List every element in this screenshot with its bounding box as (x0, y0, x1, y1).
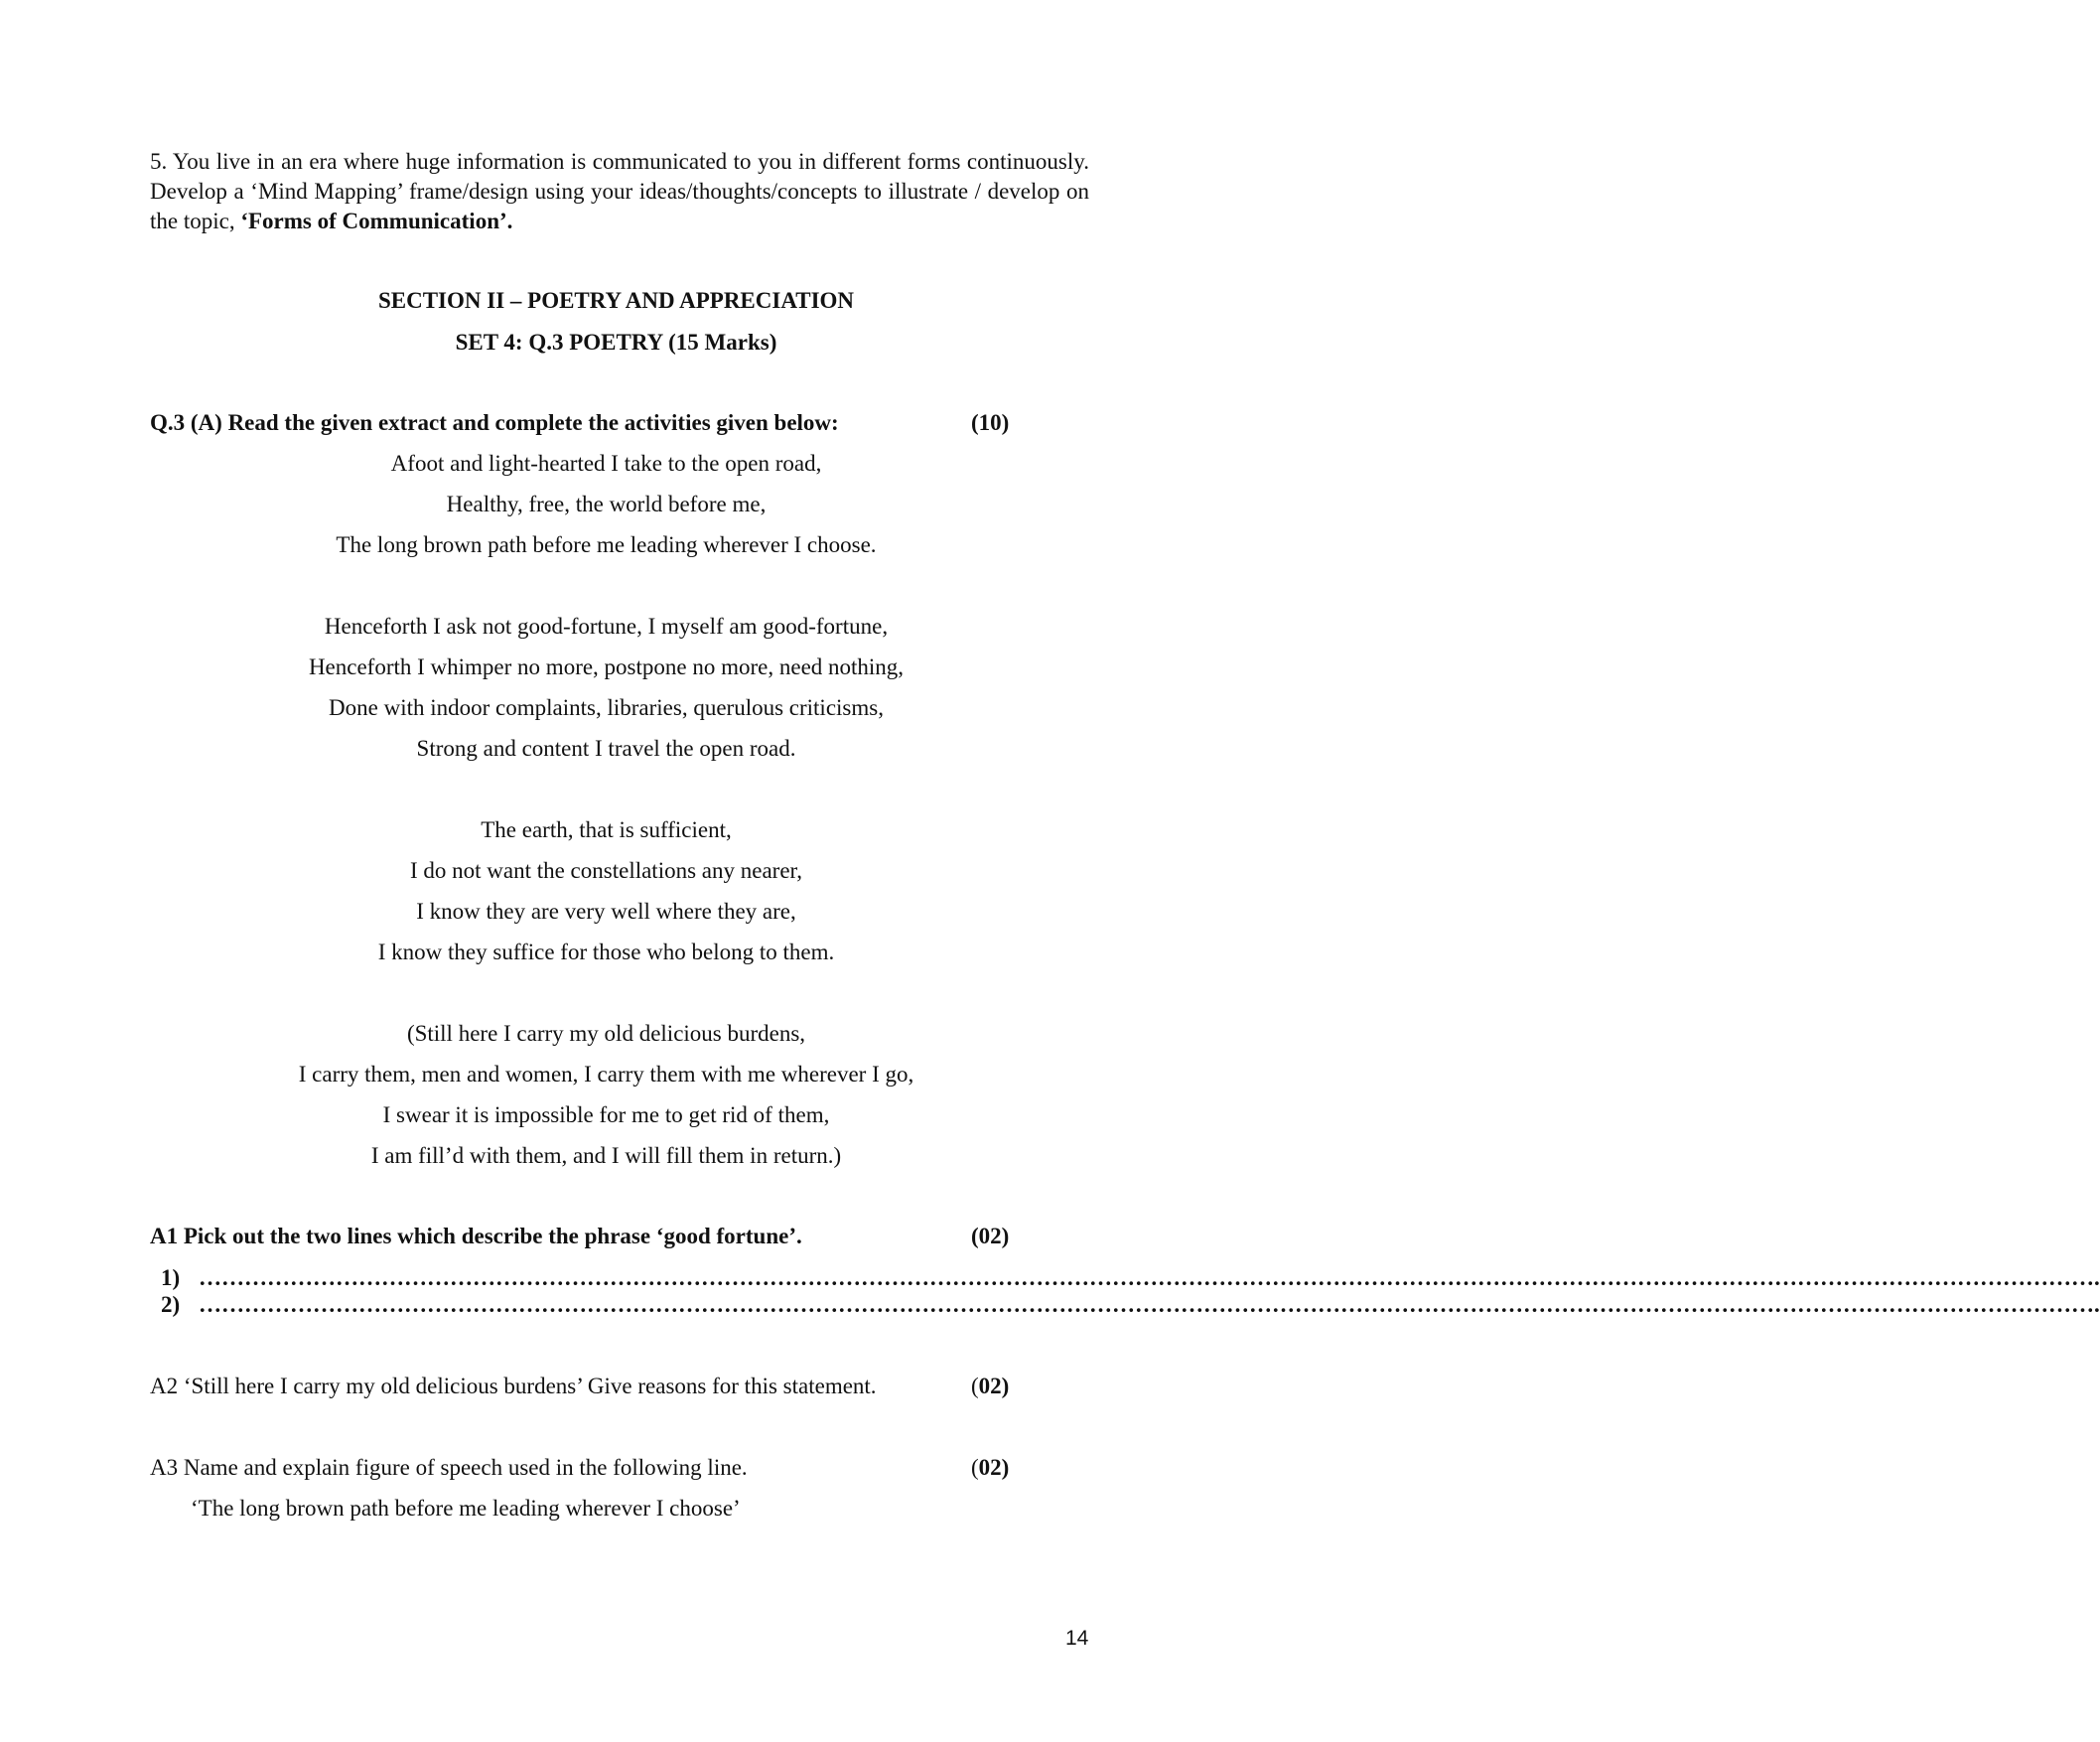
a1-marks: (02) (971, 1224, 1010, 1248)
page-number: 14 (1065, 1627, 1089, 1650)
blank-dots: ……………………………………………………………………………………………………………………………………………………………………………………………………………………………. (199, 1265, 2100, 1290)
blank-number: 1) (161, 1265, 181, 1290)
answer-blank-2[interactable] (161, 1292, 2100, 1318)
a1-question: A1 Pick out the two lines which describe the phrase ‘good fortune’. (150, 1224, 802, 1248)
q3a-instruction (150, 410, 1014, 436)
poem-line: I know they suffice for those who belong to them. (377, 940, 835, 964)
poem-line: I am fill’d with them, and I will fill them in return.) (370, 1143, 842, 1168)
poem-line: I swear it is impossible for me to get rid of them, (382, 1102, 830, 1127)
poem-line: I know they are very well where they are, (416, 899, 796, 924)
answer-blank-1[interactable] (161, 1265, 2100, 1291)
a3-marks (971, 1455, 1009, 1481)
poem-line: Henceforth I ask not good-fortune, I myself am good-fortune, (324, 614, 889, 639)
poem-line: The long brown path before me leading wherever I choose. (336, 532, 877, 557)
poem-line: Strong and content I travel the open road. (416, 736, 796, 761)
a2-marks-open: ( (971, 1374, 979, 1398)
a2-marks (971, 1374, 1009, 1399)
poem-line: Healthy, free, the world before me, (446, 492, 767, 516)
poem-line: I do not want the constellations any nearer, (409, 858, 803, 883)
set-heading: SET 4: Q.3 POETRY (15 Marks) (455, 330, 777, 355)
blank-number: 2) (161, 1292, 181, 1317)
poem-line: Done with indoor complaints, libraries, querulous criticisms, (329, 695, 884, 720)
a2-marks-value: 02) (978, 1374, 1010, 1398)
a3-marks-value: 02) (978, 1455, 1010, 1480)
a3-quoted-line: ‘The long brown path before me leading wherever I choose’ (191, 1496, 741, 1521)
q3a-text: Q.3 (A) Read the given extract and complete the activities given below: (150, 410, 839, 435)
poem-line: Henceforth I whimper no more, postpone no more, need nothing, (308, 654, 905, 679)
section-heading: SECTION II – POETRY AND APPRECIATION (377, 288, 855, 313)
blank-dots: ……………………………………………………………………………………………………………………………………………………………………………………………………………………………. (199, 1292, 2100, 1317)
a3-question: A3 Name and explain figure of speech used in the following line. (150, 1455, 748, 1480)
a3-marks-open: ( (971, 1455, 979, 1480)
a2-question: A2 ‘Still here I carry my old delicious burdens’ Give reasons for this statement. (150, 1374, 877, 1398)
q3a-marks: (10) (971, 410, 1010, 435)
poem-line: I carry them, men and women, I carry them with me wherever I go, (298, 1062, 914, 1087)
poem-line: Afoot and light-hearted I take to the open road, (390, 451, 822, 476)
question-5-body: 5. You live in an era where huge information is communicated to you in different forms continuously. Develop a ‘Mind Mapping’ frame/design using your ideas/thoughts/concepts to illustrate / develop on the topic, (150, 149, 1089, 233)
question-5-topic: ‘Forms of Communication’. (240, 209, 513, 233)
question-5-text (150, 147, 1089, 236)
poem-line: (Still here I carry my old delicious burdens, (406, 1021, 806, 1046)
poem-line: The earth, that is sufficient, (481, 817, 732, 842)
